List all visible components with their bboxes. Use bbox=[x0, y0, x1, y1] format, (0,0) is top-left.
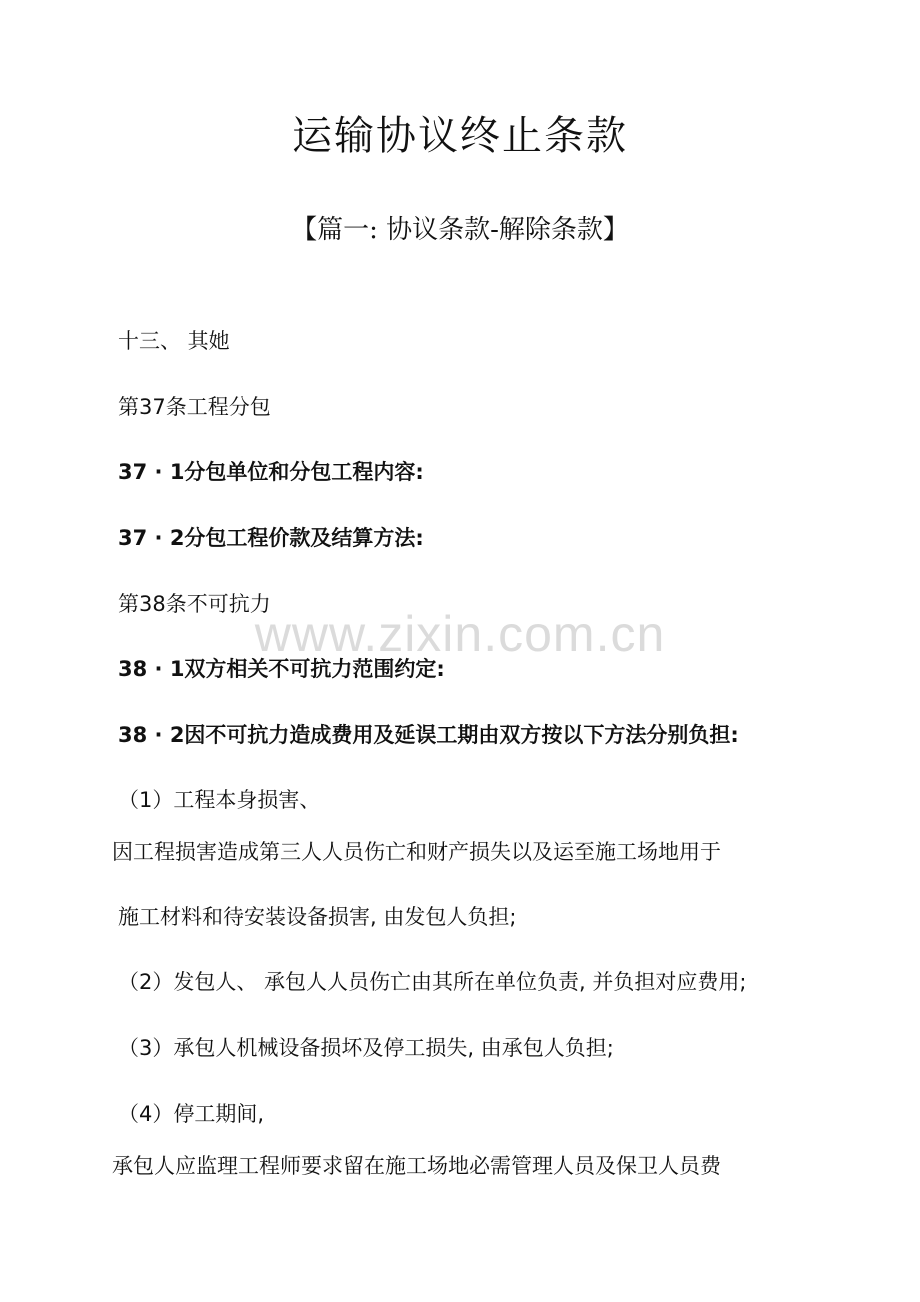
item-4-line-2: 承包人应监理工程师要求留在施工场地必需管理人员及保卫人员费 bbox=[112, 1154, 721, 1178]
item-2: （2）发包人、 承包人人员伤亡由其所在单位负责, 并负担对应费用; bbox=[118, 970, 747, 994]
clause-37-2: 37 · 2分包工程价款及结算方法: bbox=[118, 526, 424, 550]
article-38-heading: 第38条不可抗力 bbox=[118, 592, 271, 616]
item-1-line-2: 因工程损害造成第三人人员伤亡和财产损失以及运至施工场地用于 bbox=[112, 840, 721, 864]
document-subtitle: 【篇一: 协议条款-解除条款】 bbox=[291, 215, 629, 245]
item-3: （3）承包人机械设备损坏及停工损失, 由承包人负担; bbox=[118, 1036, 614, 1060]
clause-37-1: 37 · 1分包单位和分包工程内容: bbox=[118, 460, 424, 484]
article-37-heading: 第37条工程分包 bbox=[118, 395, 271, 419]
watermark-text: www.zixin.com.cn bbox=[254, 606, 666, 662]
item-4-line-1: （4）停工期间, bbox=[118, 1102, 265, 1126]
clause-38-2: 38 · 2因不可抗力造成费用及延误工期由双方按以下方法分别负担: bbox=[118, 723, 739, 747]
document-title: 运输协议终止条款 bbox=[292, 113, 628, 159]
section-heading: 十三、 其她 bbox=[118, 329, 230, 353]
item-1-line-3: 施工材料和待安装设备损害, 由发包人负担; bbox=[118, 905, 517, 929]
clause-38-1: 38 · 1双方相关不可抗力范围约定: bbox=[118, 657, 445, 681]
item-1-line-1: （1）工程本身损害、 bbox=[118, 788, 321, 812]
